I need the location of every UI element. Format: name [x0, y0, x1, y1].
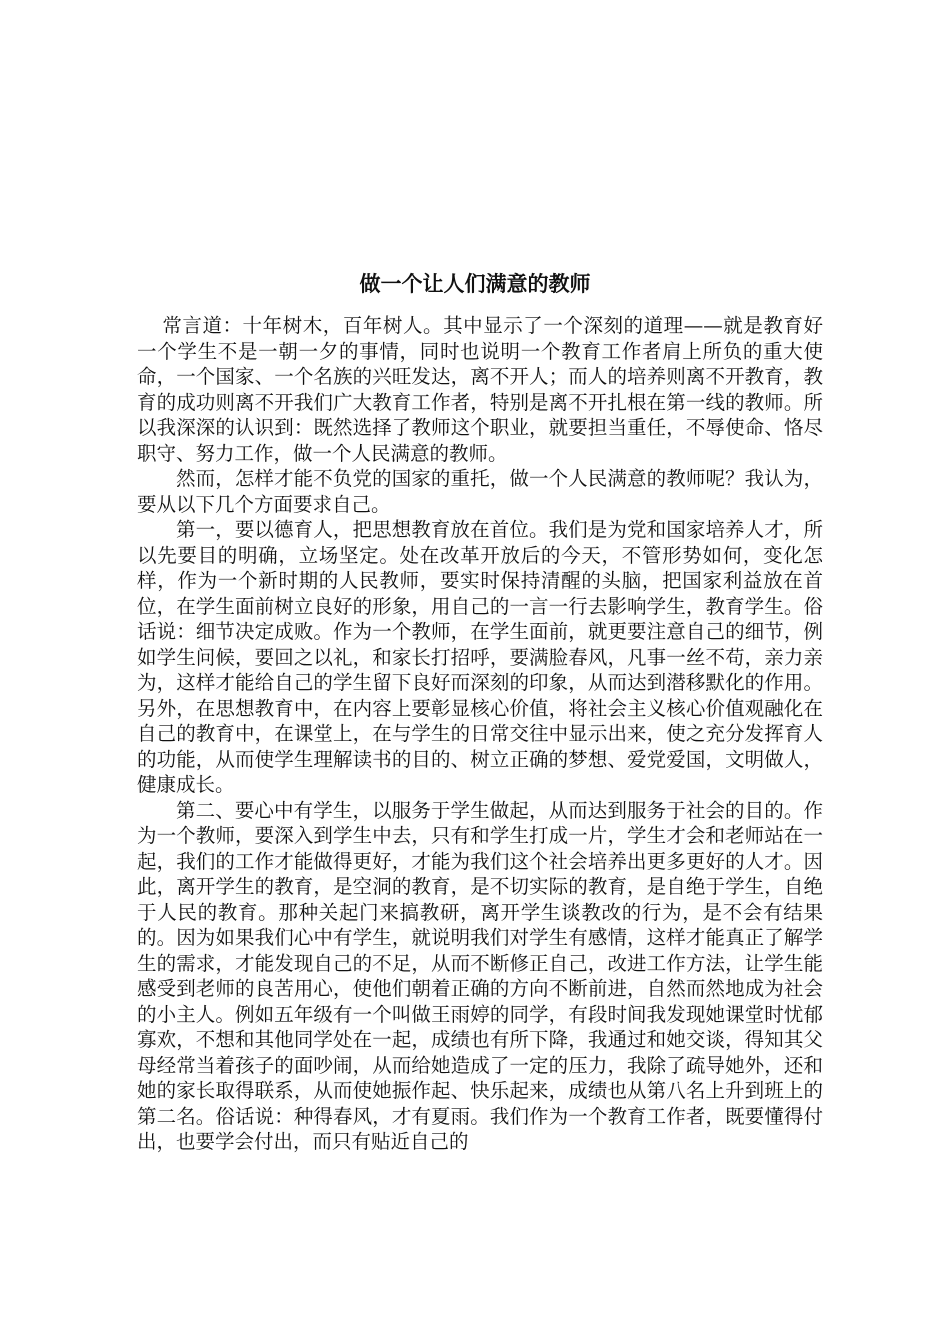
paragraph-point-two: 第二、要心中有学生，以服务于学生做起，从而达到服务于社会的目的。作为一个教师，要深入到学生中去，只有和学生打成一片，学生才会和老师站在一起，我们的工作才能做得更好，才能为我们这个社会培养出更多更好的人才。因此，离开学生的教育，是空洞的教育，是不切实际的教育，是自绝于学生，自绝于人民的教育。那种关起门来搞教研，离开学生谈教改的行为，是不会有结果的。因为如果我们心中有学生，就说明我们对学生有感情，这样才能真正了解学生的需求，才能发现自己的不足，从而不断修正自己，改进工作方法，让学生能感受到老师的良苦用心，使他们朝着正确的方向不断前进，自然而然地成为社会的小主人。例如五年级有一个叫做王雨婷的同学，有段时间我发现她课堂时忧郁寡欢，不想和其他同学处在一起，成绩也有所下降，我通过和她交谈，得知其父母经常当着孩子的面吵闹，从而给她造成了一定的压力，我除了疏导她外，还和她的家长取得联系，从而使她振作起、快乐起来，成绩也从第八名上升到班上的第二名。俗话说：种得春风，才有夏雨。我们作为一个教育工作者，既要懂得付出，也要学会付出，而只有贴近自己的	[137, 798, 823, 1153]
document-title: 做一个让人们满意的教师	[359, 271, 591, 296]
paragraph-point-one: 第一，要以德育人，把思想教育放在首位。我们是为党和国家培养人才，所以先要目的明确，立场坚定。处在改革开放后的今天，不管形势如何，变化怎样，作为一个新时期的人民教师，要实时保持清醒的头脑，把国家利益放在首位，在学生面前树立良好的形象，用自己的一言一行去影响学生，教育学生。俗话说：细节决定成败。作为一个教师，在学生面前，就更要注意自己的细节，例如学生问候，要回之以礼，和家长打招呼，要满脸春风，凡事一丝不苟，亲力亲为，这样才能给自己的学生留下良好而深刻的印象，从而达到潜移默化的作用。另外，在思想教育中，在内容上要彰显核心价值，将社会主义核心价值观融化在自己的教育中，在课堂上，在与学生的日常交往中显示出来，使之充分发挥育人的功能，从而使学生理解读书的目的、树立正确的梦想、爱党爱国，文明做人，健康成长。	[137, 518, 823, 796]
document-body	[137, 313, 823, 1155]
paragraph-intro: 常言道：十年树木，百年树人。其中显示了一个深刻的道理——就是教育好一个学生不是一朝一夕的事情，同时也说明一个教育工作者肩上所负的重大使命，一个国家、一个名族的兴旺发达，离不开人；而人的培养则离不开教育，教育的成功则离不开我们广大教育工作者，特别是离不开扎根在第一线的教师。所以我深深的认识到：既然选择了教师这个职业，就要担当重任，不辱使命、恪尽职守、努力工作，做一个人民满意的教师。	[137, 314, 823, 465]
paragraph-question: 然而，怎样才能不负党的国家的重托，做一个人民满意的教师呢？我认为，要从以下几个方面要求自己。	[137, 467, 823, 516]
